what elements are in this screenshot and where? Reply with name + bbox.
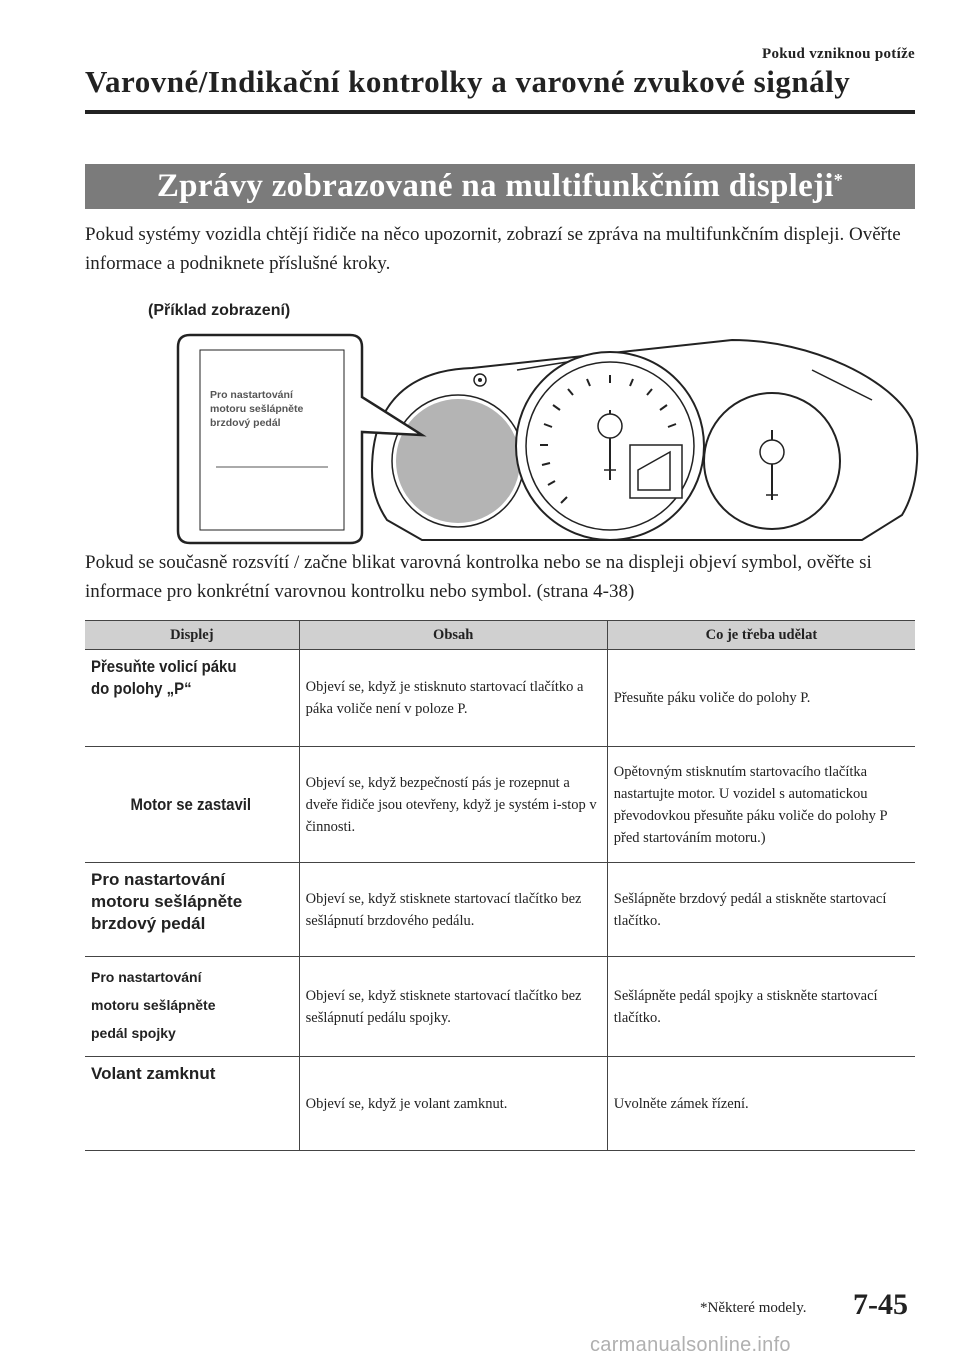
display-cell	[85, 1057, 299, 1151]
action-cell: Přesuňte páku voliče do polohy P.	[607, 650, 915, 747]
watermark-link[interactable]: carmanualsonline.info	[590, 1334, 791, 1356]
instrument-cluster-illustration	[172, 330, 922, 545]
table-row	[85, 650, 915, 747]
content-cell: Objeví se, když je stisknuto startovací tlačítko a páka voliče není v poloze P.	[299, 650, 607, 747]
description-paragraph: Pokud se současně rozsvítí / začne blikat varovná kontrolka nebo se na displeji objeví symbol, ověřte si informace pro konkrétní varovnou kontrolku nebo symbol. (strana 4-38)	[85, 552, 872, 602]
table-row	[85, 863, 915, 957]
footnote: *Některé modely.	[700, 1300, 807, 1316]
display-text-line2: motoru sešlápněte	[210, 403, 304, 415]
display-screen	[200, 350, 344, 530]
header-content: Obsah	[299, 621, 607, 650]
action-cell: Sešlápněte brzdový pedál a stiskněte startovací tlačítko.	[607, 863, 915, 957]
display-cell	[85, 957, 299, 1057]
header-action: Co je třeba udělat	[607, 621, 915, 650]
action-cell: Uvolněte zámek řízení.	[607, 1057, 915, 1151]
section-kicker: Pokud vzniknou potíže	[761, 46, 915, 62]
asterisk-mark: *	[833, 170, 844, 190]
table-header-row	[85, 621, 915, 650]
display-cell	[85, 650, 299, 747]
display-message: Pro nastartování motoru sešlápněte brzdový pedál	[91, 870, 243, 933]
intro-paragraph: Pokud systémy vozidla chtějí řidiče na něco upozornit, zobrazí se zpráva na multifunkčním displeji. Ověřte informace a podniknete příslušné kroky.	[85, 224, 901, 274]
content-cell: Objeví se, když je volant zamknut.	[299, 1057, 607, 1151]
content-cell: Objeví se, když stisknete startovací tlačítko bez sešlápnutí pedálu spojky.	[299, 957, 607, 1057]
multifunction-display-highlight	[396, 399, 520, 523]
display-text-line1: Pro nastartování	[210, 389, 293, 401]
content-cell: Objeví se, když stisknete startovací tlačítko bez sešlápnutí brzdového pedálu.	[299, 863, 607, 957]
display-message: Motor se zastavil	[130, 794, 252, 814]
action-cell: Opětovným stisknutím startovacího tlačítka nastartujte motor. U vozidel s automatickou převodovkou přesuňte páku voliče do polohy P před startováním motoru.)	[607, 747, 915, 863]
figure-caption: (Příklad zobrazení)	[148, 302, 291, 319]
subsection-banner	[85, 164, 915, 209]
title-rule	[85, 110, 915, 114]
display-text-line3: brzdový pedál	[210, 417, 281, 429]
page-number: 7-45	[853, 1288, 908, 1321]
table-row	[85, 1057, 915, 1151]
page-title: Varovné/Indikační kontrolky a varovné zvukové signály	[85, 64, 851, 99]
table-row	[85, 747, 915, 863]
content-cell: Objeví se, když bezpečností pás je rozepnut a dveře řidiče jsou otevřeny, když je systém i-stop v činnosti.	[299, 747, 607, 863]
display-message: Přesuňte volicí páku do polohy „P“	[91, 657, 237, 698]
subsection-title: Zprávy zobrazované na multifunkčním displeji*	[156, 168, 844, 204]
display-message: Volant zamknut	[91, 1064, 216, 1083]
header-display: Displej	[85, 621, 299, 650]
action-cell: Sešlápněte pedál spojky a stiskněte startovací tlačítko.	[607, 957, 915, 1057]
display-cell	[85, 863, 299, 957]
display-message: Pro nastartování motoru sešlápněte pedál spojky	[91, 969, 216, 1041]
messages-table	[85, 620, 915, 1151]
display-cell	[85, 747, 299, 863]
table-row	[85, 957, 915, 1057]
